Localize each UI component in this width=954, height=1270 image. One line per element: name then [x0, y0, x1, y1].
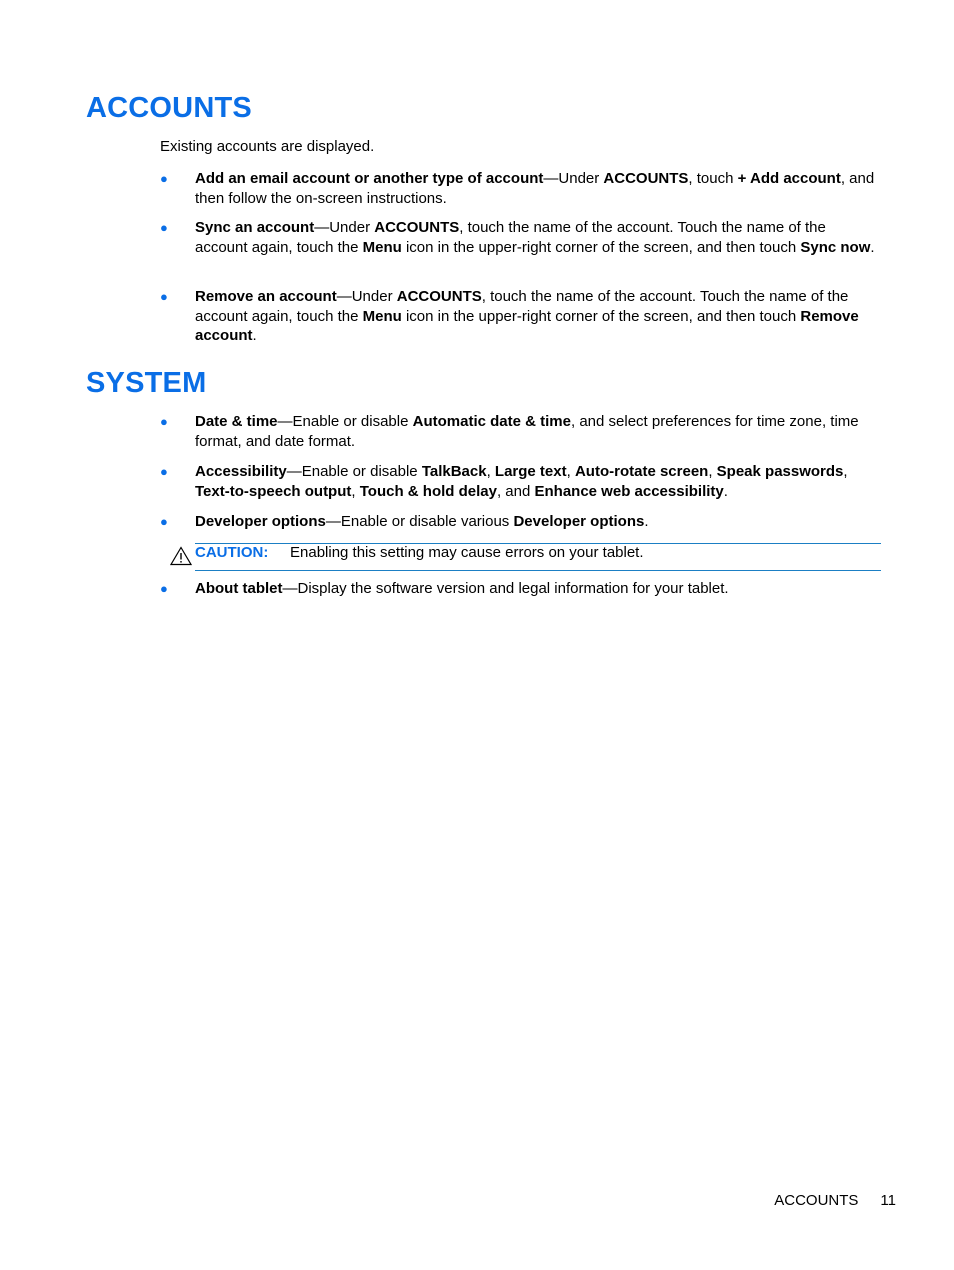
bullet-icon: ● — [160, 581, 168, 596]
list-item-text: Developer options—Enable or disable various Developer options. — [195, 513, 649, 530]
bullet-icon: ● — [160, 289, 168, 304]
list-item-developer-options — [160, 512, 882, 532]
list-item-text: Add an email account or another type of account—Under ACCOUNTS, touch + Add account, and then follow the on-screen instructions. — [195, 170, 875, 207]
bullet-icon: ● — [160, 514, 168, 529]
warning-triangle-icon — [170, 546, 192, 566]
system-heading: SYSTEM — [86, 367, 207, 399]
list-item-text: Sync an account—Under ACCOUNTS, touch the name of the account. Touch the name of the account again, touch the Menu icon in the upper-right corner of the screen, and then touch Sync now. — [195, 219, 875, 256]
accounts-heading: ACCOUNTS — [86, 92, 252, 124]
caution-label: CAUTION: — [195, 544, 269, 561]
caution-note — [195, 543, 881, 571]
list-item-text: Accessibility—Enable or disable TalkBack, Large text, Auto-rotate screen, Speak passwords, Text-to-speech output, Touch & hold delay, and Enhance web accessibility. — [195, 463, 848, 500]
list-item-text: Date & time—Enable or disable Automatic date & time, and select preferences for time zone, time format, and date format. — [195, 413, 859, 450]
caution-text: Enabling this setting may cause errors on your tablet. — [290, 544, 644, 561]
footer-section-name: ACCOUNTS — [774, 1192, 859, 1209]
list-item-date-time — [160, 412, 882, 451]
list-item-accessibility — [160, 462, 882, 501]
list-item-remove-account — [160, 287, 882, 346]
list-item-add-account — [160, 169, 882, 208]
list-item-sync-account — [160, 218, 882, 257]
bullet-icon: ● — [160, 220, 168, 235]
page-footer — [774, 1191, 896, 1211]
bullet-icon: ● — [160, 414, 168, 429]
bullet-icon: ● — [160, 464, 168, 479]
page-number: 11 — [880, 1192, 896, 1209]
accounts-intro: Existing accounts are displayed. — [160, 138, 375, 155]
list-item-text: Remove an account—Under ACCOUNTS, touch the name of the account. Touch the name of the account again, touch the Menu icon in the upper-right corner of the screen, and then touch Remove account. — [195, 288, 859, 344]
bullet-icon: ● — [160, 171, 168, 186]
list-item-about-tablet — [160, 579, 882, 599]
list-item-text: About tablet—Display the software version and legal information for your tablet. — [195, 580, 729, 597]
